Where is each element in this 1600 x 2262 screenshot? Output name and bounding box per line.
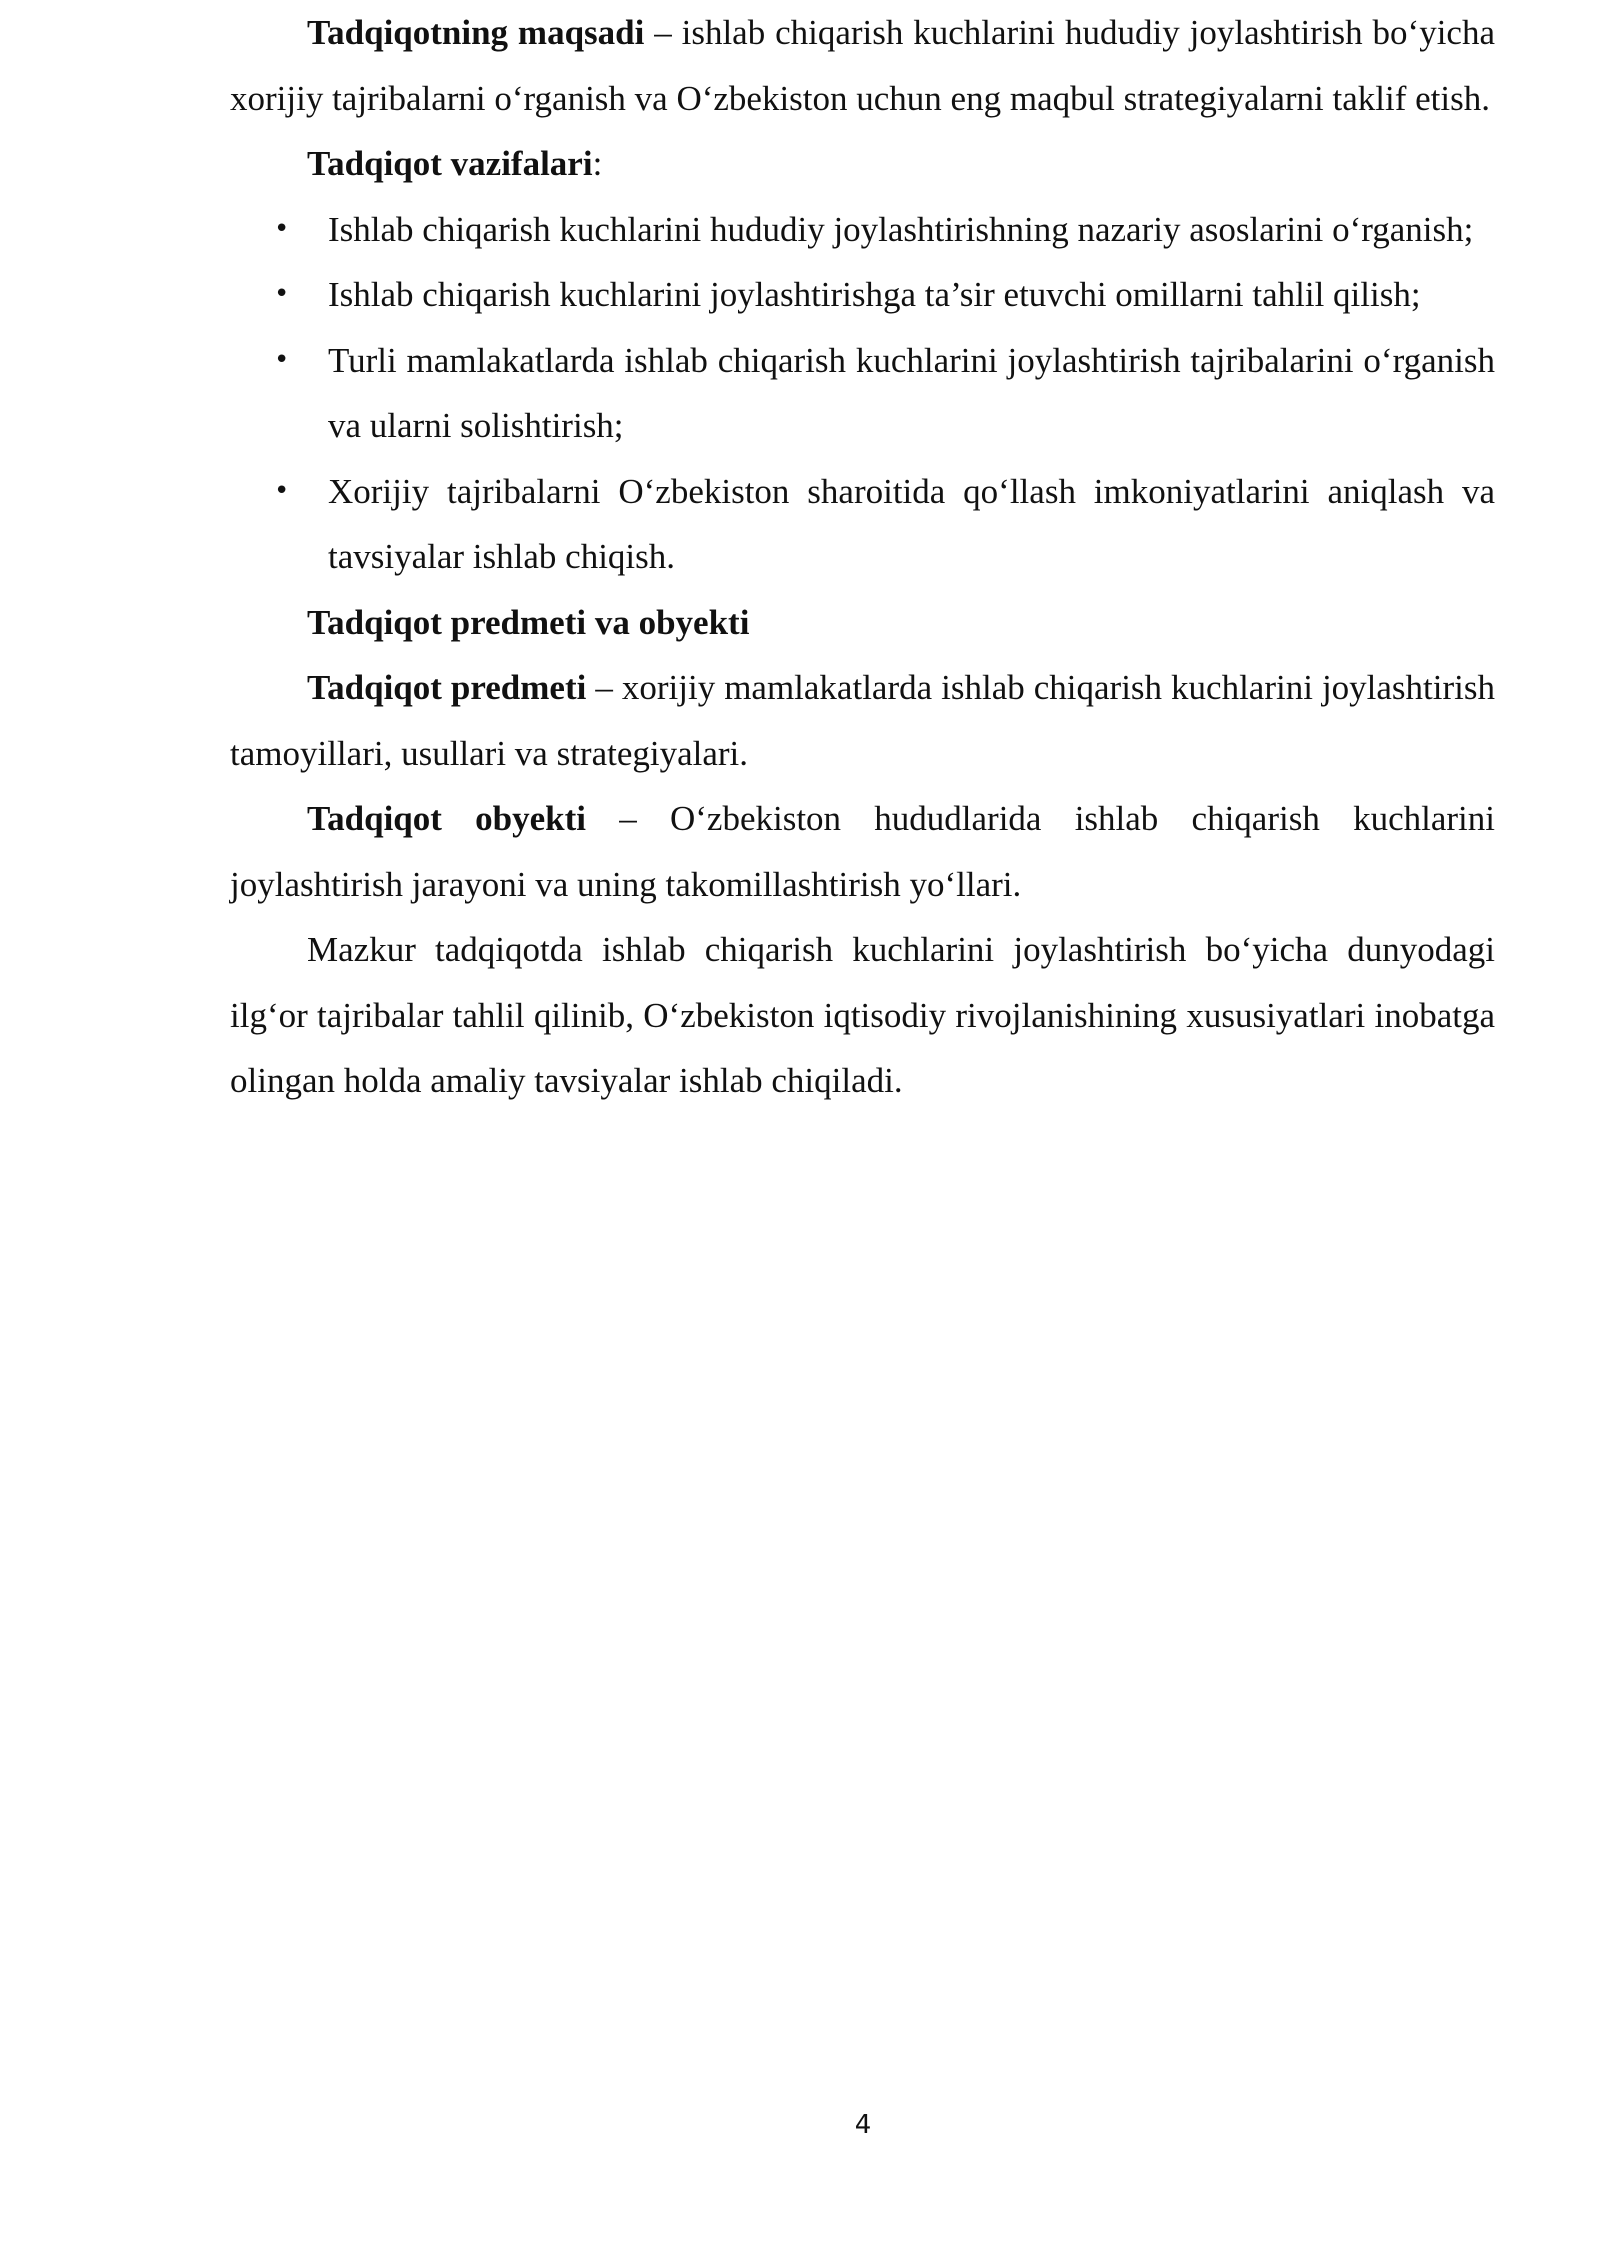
object-paragraph (230, 786, 1495, 917)
list-item (230, 459, 1495, 590)
object-text: – O‘zbekiston hududlarida ishlab chiqarish kuchlarini joylashtirish jarayoni va uning takomillashtirish yo‘llari. (230, 799, 1495, 904)
page-number: 4 (854, 2110, 872, 2140)
subject-text: – xorijiy mamlakatlarda ishlab chiqarish kuchlarini joylashtirish tamoyillari, usullari va strategiyalari. (230, 668, 1495, 773)
bullet-icon: • (274, 344, 290, 375)
list-item (230, 262, 1495, 328)
tasks-heading-line (230, 131, 1495, 197)
purpose-label: Tadqiqotning maqsadi (307, 13, 645, 52)
subject-paragraph (230, 655, 1495, 786)
tasks-heading: Tadqiqot vazifalari (307, 144, 593, 183)
purpose-paragraph (230, 0, 1495, 131)
tasks-list (230, 197, 1495, 590)
bullet-icon: • (274, 475, 290, 506)
list-item-text: Ishlab chiqarish kuchlarini hududiy joylashtirishning nazariy asoslarini o‘rganish; (328, 209, 1474, 249)
subject-object-heading: Tadqiqot predmeti va obyekti (307, 602, 750, 642)
list-item (230, 328, 1495, 459)
conclusion-paragraph: Mazkur tadqiqotda ishlab chiqarish kuchlarini joylashtirish bo‘yicha dunyodagi ilg‘or tajribalar tahlil qilinib, O‘zbekiston iqtisodiy rivojlanishining xususiyatlari inobatga olingan holda amaliy tavsiyalar ishlab chiqiladi. (230, 930, 1495, 1100)
tasks-heading-colon: : (592, 144, 603, 183)
bullet-icon: • (274, 213, 290, 244)
bullet-icon: • (274, 279, 290, 309)
list-item-text: Xorijiy tajribalarni O‘zbekiston sharoitida qo‘llash imkoniyatlarini aniqlash va tavsiyalar ishlab chiqish. (328, 471, 1495, 576)
document-page (230, 0, 1495, 1114)
object-label: Tadqiqot obyekti (307, 799, 586, 838)
list-item-text: Ishlab chiqarish kuchlarini joylashtirishga ta’sir etuvchi omillarni tahlil qilish; (328, 275, 1421, 314)
purpose-text: – ishlab chiqarish kuchlarini hududiy joylashtirish bo‘yicha xorijiy tajribalarni o‘rganish va O‘zbekiston uchun eng maqbul strategiyalarni taklif etish. (230, 13, 1495, 118)
list-item (230, 197, 1495, 263)
list-item-text: Turli mamlakatlarda ishlab chiqarish kuchlarini joylashtirish tajribalarini o‘rganish va ularni solishtirish; (328, 340, 1495, 445)
subject-label: Tadqiqot predmeti (307, 668, 587, 707)
